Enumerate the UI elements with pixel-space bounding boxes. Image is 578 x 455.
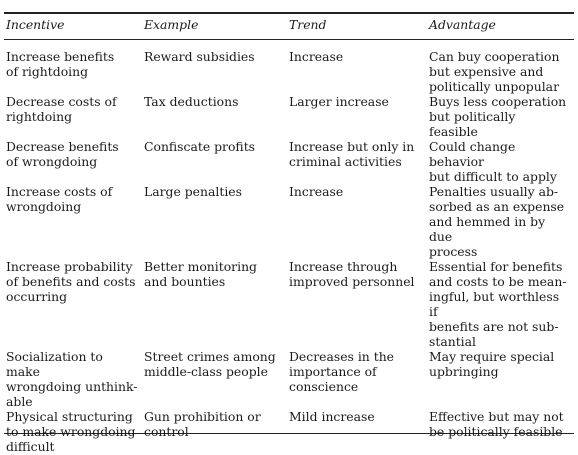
- cell-advantage: Essential for benefits and costs to be mean- ingful, but worthless if benefits are not sub- stantial: [429, 259, 567, 349]
- cell-example: Large penalties: [144, 184, 242, 199]
- cell-trend: Increase through improved personnel: [289, 259, 415, 289]
- header-advantage: Advantage: [429, 17, 496, 32]
- cell-trend: Increase: [289, 49, 344, 64]
- table-row: [6, 39, 572, 94]
- table-header: [6, 14, 572, 39]
- cell-advantage: Buys less cooperation but politically feasible: [429, 94, 567, 139]
- cell-trend: Larger increase: [289, 94, 389, 109]
- cell-incentive: Decrease costs of rightdoing: [6, 94, 117, 124]
- table-row: [6, 139, 572, 184]
- cell-example: Reward subsidies: [144, 49, 255, 64]
- header-incentive: Incentive: [6, 17, 65, 32]
- cell-incentive: Increase benefits of rightdoing: [6, 49, 115, 79]
- table-row: [6, 349, 572, 409]
- table-row: [6, 94, 572, 139]
- cell-advantage: May require special upbringing: [429, 349, 555, 379]
- cell-incentive: Physical structuring to make wrongdoing difficult: [6, 409, 136, 454]
- cell-advantage: Effective but may not be politically feasible: [429, 409, 564, 439]
- cell-incentive: Increase costs of wrongdoing: [6, 184, 113, 214]
- table-row: [6, 259, 572, 349]
- cell-example: Better monitoring and bounties: [144, 259, 257, 289]
- cell-example: Gun prohibition or control: [144, 409, 261, 439]
- table-body: [6, 39, 572, 455]
- cell-incentive: Increase probability of benefits and costs occurring: [6, 259, 136, 304]
- header-row: [6, 14, 572, 39]
- header-trend: Trend: [289, 17, 327, 32]
- cell-example: Tax deductions: [144, 94, 239, 109]
- cell-trend: Increase: [289, 184, 344, 199]
- incentives-table: [6, 14, 572, 455]
- cell-example: Confiscate profits: [144, 139, 256, 154]
- cell-example: Street crimes among middle-class people: [144, 349, 276, 379]
- cell-trend: Increase but only in criminal activities: [289, 139, 415, 169]
- header-example: Example: [144, 17, 199, 32]
- cell-advantage: Could change behavior but difficult to apply: [429, 139, 557, 184]
- cell-trend: Mild increase: [289, 409, 375, 424]
- cell-trend: Decreases in the importance of conscience: [289, 349, 395, 394]
- table-row: [6, 184, 572, 259]
- cell-incentive: Socialization to make wrongdoing unthink- able: [6, 349, 138, 409]
- cell-incentive: Decrease benefits of wrongdoing: [6, 139, 119, 169]
- cell-advantage: Can buy cooperation but expensive and politically unpopular: [429, 49, 560, 94]
- cell-advantage: Penalties usually ab- sorbed as an expense and hemmed in by due process: [429, 184, 565, 259]
- table-row: [6, 409, 572, 455]
